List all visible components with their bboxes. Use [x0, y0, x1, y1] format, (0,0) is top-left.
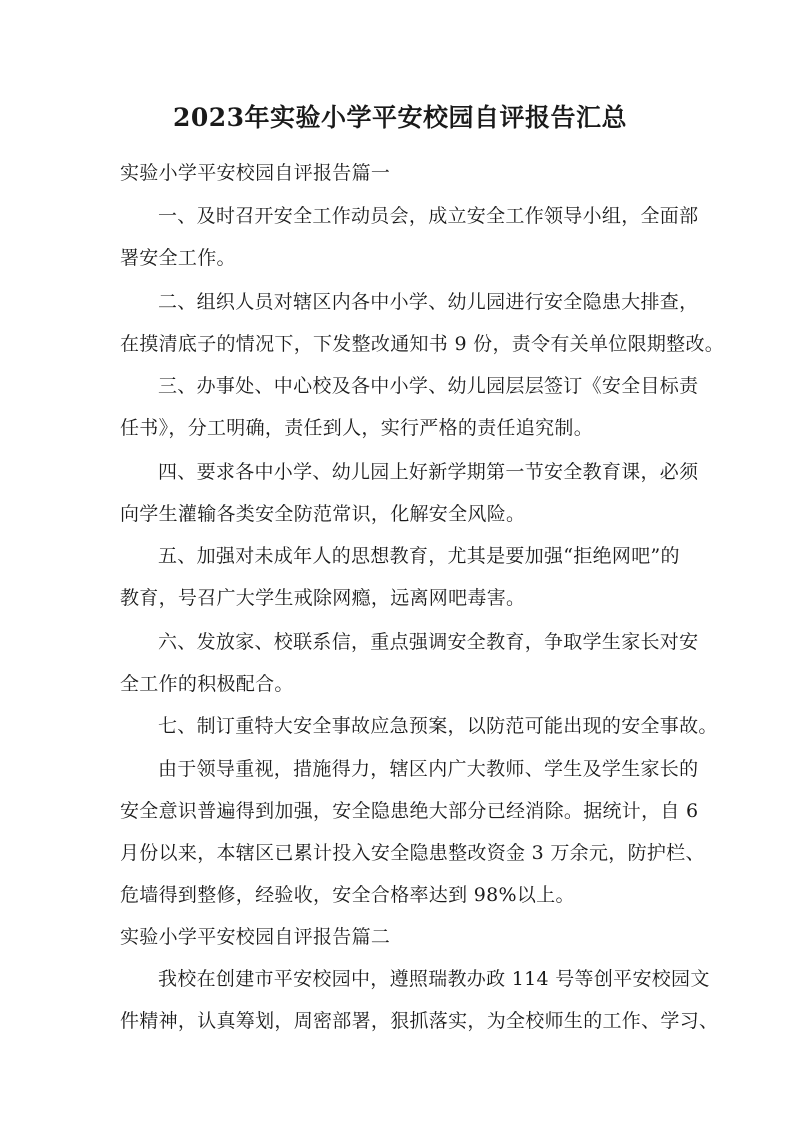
paragraph-line: 安全意识普遍得到加强，安全隐患绝大部分已经消除。据统计，自 6	[120, 800, 699, 822]
paragraph-line: 七、制订重特大安全事故应急预案，以防范可能出现的安全事故。	[158, 715, 718, 737]
paragraph-line: 由于领导重视，措施得力，辖区内广大教师、学生及学生家长的	[158, 758, 699, 780]
paragraph-line: 在摸清底子的情况下，下发整改通知书 9 份，责令有关单位限期整改。	[120, 333, 725, 355]
paragraph-line: 署安全工作。	[120, 247, 236, 269]
paragraph-line: 教育，号召广大学生戒除网瘾，远离网吧毒害。	[120, 587, 526, 609]
document-title: 2023年实验小学平安校园自评报告汇总	[172, 103, 628, 132]
section-heading-2: 实验小学平安校园自评报告篇二	[120, 926, 391, 948]
paragraph-line: 危墙得到整修，经验收，安全合格率达到 98%以上。	[120, 884, 575, 906]
paragraph-line: 件精神，认真筹划，周密部署，狠抓落实，为全校师生的工作、学习、	[120, 1010, 719, 1032]
paragraph-line: 三、办事处、中心校及各中小学、幼儿园层层签订《安全目标责	[158, 375, 699, 397]
paragraph-line: 四、要求各中小学、幼儿园上好新学期第一节安全教育课，必须	[158, 461, 699, 483]
paragraph-line: 全工作的积极配合。	[120, 673, 294, 695]
paragraph-line: 任书》，分工明确，责任到人，实行严格的责任追究制。	[120, 417, 594, 439]
section-heading-1: 实验小学平安校园自评报告篇一	[120, 162, 391, 184]
paragraph-line: 五、加强对未成年人的思想教育，尤其是要加强“拒绝网吧”的	[158, 545, 680, 567]
paragraph-line: 向学生灌输各类安全防范常识，化解安全风险。	[120, 503, 526, 525]
paragraph-line: 六、发放家、校联系信，重点强调安全教育，争取学生家长对安	[158, 631, 699, 653]
paragraph-line: 月份以来，本辖区已累计投入安全隐患整改资金 3 万余元，防护栏、	[120, 842, 705, 864]
paragraph-line: 我校在创建市平安校园中，遵照瑞教办政 114 号等创平安校园文	[158, 968, 710, 990]
paragraph-line: 二、组织人员对辖区内各中小学、幼儿园进行安全隐患大排查，	[158, 291, 699, 313]
paragraph-line: 一、及时召开安全工作动员会，成立安全工作领导小组，全面部	[158, 205, 699, 227]
